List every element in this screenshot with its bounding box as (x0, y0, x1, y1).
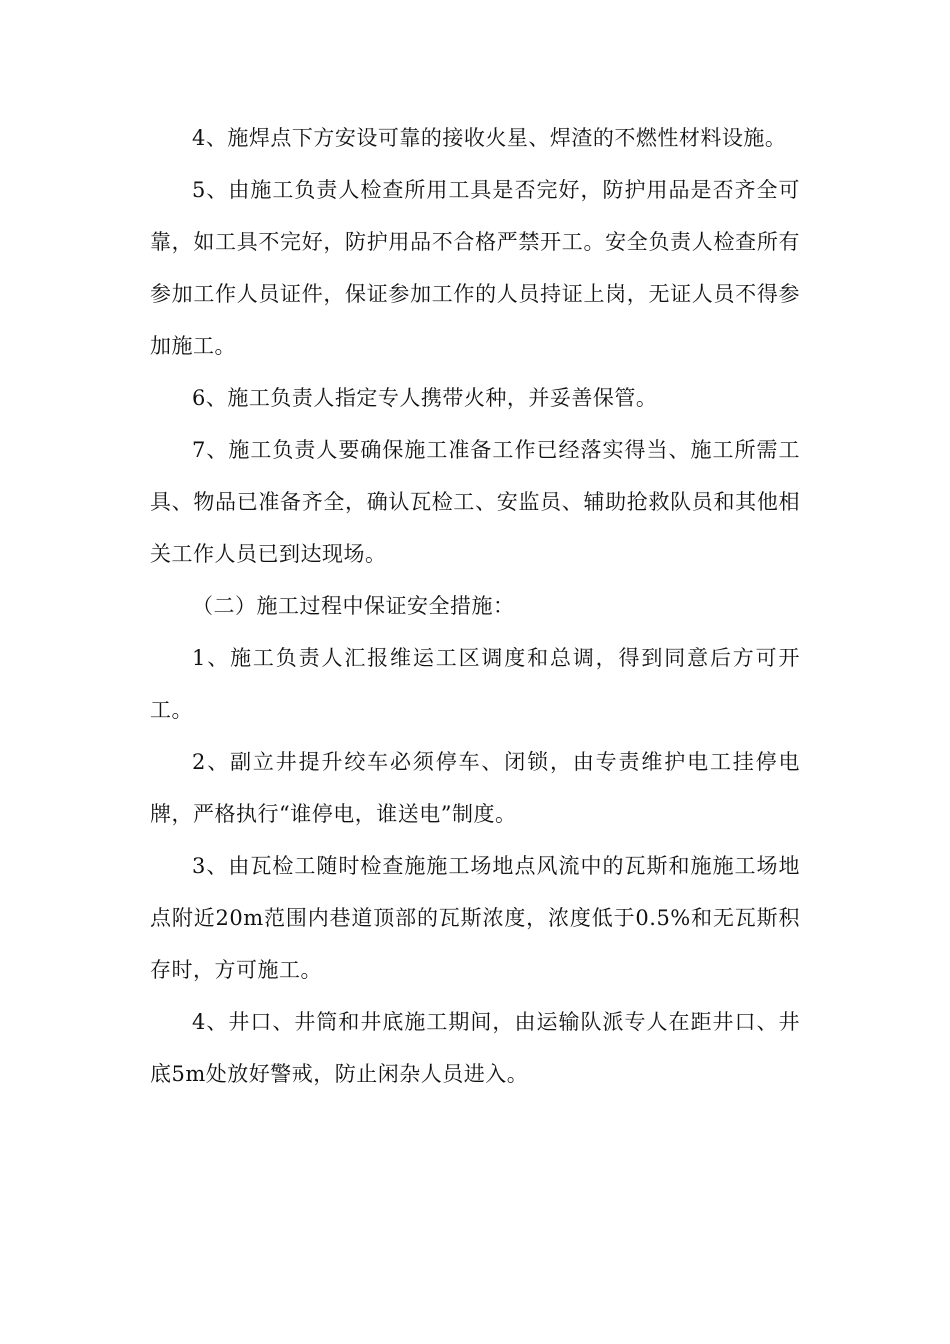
paragraph-item-3-gas-check: 3、由瓦检工随时检查施施工场地点风流中的瓦斯和施施工场地点附近20m范围内巷道顶部的瓦斯浓度，浓度低于0.5%和无瓦斯积存时，方可施工。 (150, 854, 800, 982)
paragraph-item-6-fire-source: 6、施工负责人指定专人携带火种，并妥善保管。 (192, 386, 658, 410)
paragraph-item-1-report: 1、施工负责人汇报维运工区调度和总调，得到同意后方可开工。 (150, 646, 800, 722)
paragraph-item-4-warning-zone: 4、井口、井筒和井底施工期间，由运输队派专人在距井口、井底5m处放好警戒，防止闲杂人员进入。 (150, 1010, 800, 1086)
paragraph-item-4-fire-safety: 4、施焊点下方安设可靠的接收火星、焊渣的不燃性材料设施。 (192, 126, 787, 150)
paragraph-item-7-preparation: 7、施工负责人要确保施工准备工作已经落实得当、施工所需工具、物品已准备齐全，确认瓦检工、安监员、辅助抢救队员和其他相关工作人员已到达现场。 (150, 438, 800, 566)
section-heading-safety-measures: （二）施工过程中保证安全措施： (192, 594, 515, 618)
document-body (150, 112, 800, 1100)
paragraph-item-5-tool-inspection: 5、由施工负责人检查所用工具是否完好，防护用品是否齐全可靠，如工具不完好，防护用品不合格严禁开工。安全负责人检查所有参加工作人员证件，保证参加工作的人员持证上岗，无证人员不得参加施工。 (150, 178, 800, 358)
paragraph-item-2-winch-lockout: 2、副立井提升绞车必须停车、闭锁，由专责维护电工挂停电牌，严格执行“谁停电，谁送电”制度。 (150, 750, 800, 826)
